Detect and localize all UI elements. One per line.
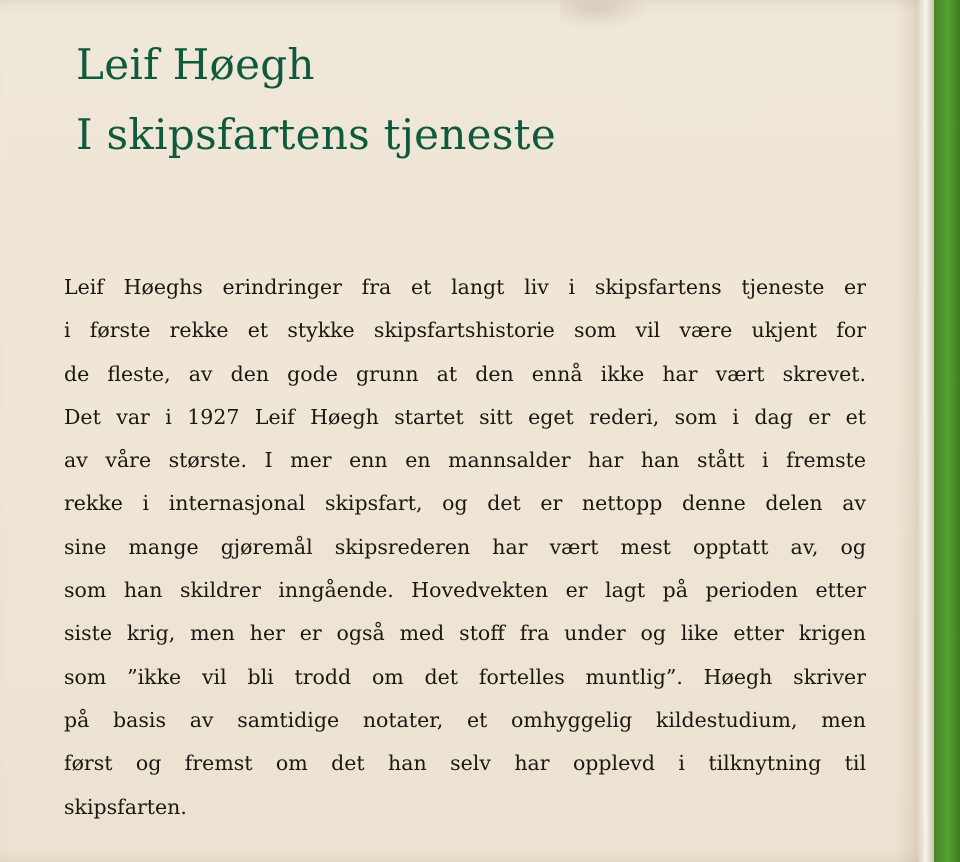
blurb-line: av våre største. I mer enn en mannsalder har han stått i fremste [64, 448, 866, 473]
blurb-line: siste krig, men her er også med stoff fra under og like etter krigen [64, 621, 866, 646]
paper-wear-mark [560, 0, 650, 30]
blurb-line: på basis av samtidige notater, et omhyggelig kildestudium, men [64, 707, 866, 732]
title-block [76, 30, 556, 170]
blurb-line: rekke i internasjonal skipsfart, og det er nettopp denne delen av [64, 491, 866, 516]
green-background-strip [930, 0, 960, 862]
blurb-line: som ”ikke vil bli trodd om det fortelles muntlig”. Høegh skriver [64, 664, 866, 689]
blurb-line: Leif Høeghs erindringer fra et langt liv i skipsfartens tjeneste er [64, 275, 866, 299]
blurb-line: skipsfarten. [64, 794, 187, 819]
blurb-line: de fleste, av den gode grunn at den ennå ikke har vært skrevet. [64, 361, 866, 386]
blurb-line: først og fremst om det han selv har opplevd i tilknytning til [64, 751, 866, 776]
blurb-line: sine mange gjøremål skipsrederen har vært mest opptatt av, og [64, 534, 866, 559]
blurb-line: som han skildrer inngående. Hovedvekten er lagt på perioden etter [64, 578, 866, 603]
jacket-edge [896, 0, 934, 862]
blurb-line: Det var i 1927 Leif Høegh startet sitt eget rederi, som i dag er et [64, 404, 866, 429]
blurb-text [64, 266, 866, 829]
book-title: I skipsfartens tjeneste [76, 110, 557, 159]
author-name: Leif Høegh [76, 40, 315, 89]
blurb-line: i første rekke et stykke skipsfartshistorie som vil være ukjent for [64, 318, 866, 343]
